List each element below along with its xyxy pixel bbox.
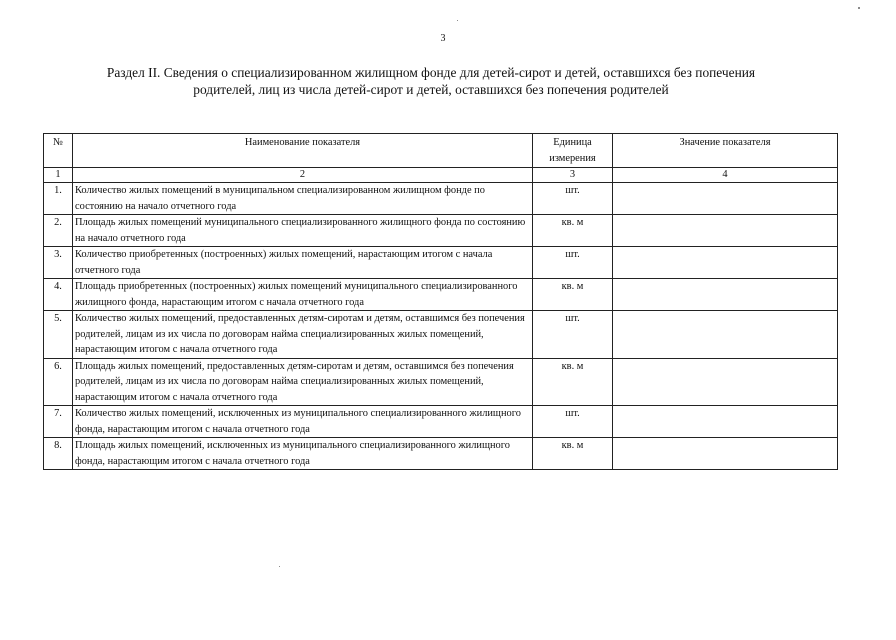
table-row (44, 406, 838, 438)
indicator-name: Площадь жилых помещений, предоставленных детям-сиротам и детям, оставшимся без попечения родителей, лицам из их числа по договорам найма специализированных жилых помещений, нарастающим итогом с начала отчетного года (73, 358, 533, 406)
indicator-name: Количество жилых помещений, исключенных из муниципального специализированного жилищного фонда, нарастающим итогом с начала отчетного года (73, 406, 533, 438)
header-indicator-value: Значение показателя (613, 134, 838, 168)
column-index-row (44, 168, 838, 183)
indicator-value (613, 406, 838, 438)
row-number: 6. (44, 358, 73, 406)
section-title-line-1: Раздел II. Сведения о специализированном жилищном фонде для детей-сирот и детей, оставшихся без попечения (106, 65, 756, 80)
header-unit: Единица измерения (533, 134, 613, 168)
row-number: 2. (44, 215, 73, 247)
indicator-name: Количество жилых помещений в муниципальном специализированном жилищном фонде по состоянию на начало отчетного года (73, 183, 533, 215)
table-row (44, 279, 838, 311)
indicator-unit: шт. (533, 183, 613, 215)
scan-speck (457, 20, 458, 21)
row-number: 1. (44, 183, 73, 215)
table-row (44, 247, 838, 279)
indicator-value (613, 247, 838, 279)
row-number: 5. (44, 311, 73, 359)
section-title-line-2: родителей, лиц из числа детей-сирот и детей, оставшихся без попечения родителей (193, 82, 669, 97)
row-number: 8. (44, 438, 73, 470)
scan-speck (858, 7, 860, 9)
column-index: 3 (533, 168, 613, 183)
table-row (44, 183, 838, 215)
indicator-unit: шт. (533, 311, 613, 359)
page-number: 3 (440, 33, 446, 44)
table-row (44, 358, 838, 406)
indicator-unit: шт. (533, 406, 613, 438)
table-header-row (44, 134, 838, 168)
indicator-value (613, 183, 838, 215)
column-index: 2 (73, 168, 533, 183)
indicator-unit: шт. (533, 247, 613, 279)
row-number: 3. (44, 247, 73, 279)
indicator-unit: кв. м (533, 438, 613, 470)
scan-speck (279, 566, 280, 567)
row-number: 7. (44, 406, 73, 438)
indicator-value (613, 438, 838, 470)
table-row (44, 215, 838, 247)
table-row (44, 311, 838, 359)
indicators-table (43, 133, 838, 470)
indicator-name: Площадь жилых помещений муниципального специализированного жилищного фонда по состоянию на начало отчетного года (73, 215, 533, 247)
indicator-unit: кв. м (533, 215, 613, 247)
indicator-value (613, 279, 838, 311)
table-row (44, 438, 838, 470)
indicator-value (613, 358, 838, 406)
section-title (40, 64, 822, 98)
indicator-name: Количество приобретенных (построенных) жилых помещений, нарастающим итогом с начала отчетного года (73, 247, 533, 279)
indicator-name: Количество жилых помещений, предоставленных детям-сиротам и детям, оставшимся без попечения родителей, лицам из их числа по договорам найма специализированных жилых помещений, нарастающим итогом с начала отчетного года (73, 311, 533, 359)
indicator-name: Площадь жилых помещений, исключенных из муниципального специализированного жилищного фонда, нарастающим итогом с начала отчетного года (73, 438, 533, 470)
indicator-value (613, 215, 838, 247)
header-number: № (44, 134, 73, 168)
column-index: 1 (44, 168, 73, 183)
header-indicator-name: Наименование показателя (73, 134, 533, 168)
column-index: 4 (613, 168, 838, 183)
indicator-unit: кв. м (533, 358, 613, 406)
indicator-unit: кв. м (533, 279, 613, 311)
row-number: 4. (44, 279, 73, 311)
indicator-name: Площадь приобретенных (построенных) жилых помещений муниципального специализированного жилищного фонда, нарастающим итогом с начала отчетного года (73, 279, 533, 311)
indicator-value (613, 311, 838, 359)
